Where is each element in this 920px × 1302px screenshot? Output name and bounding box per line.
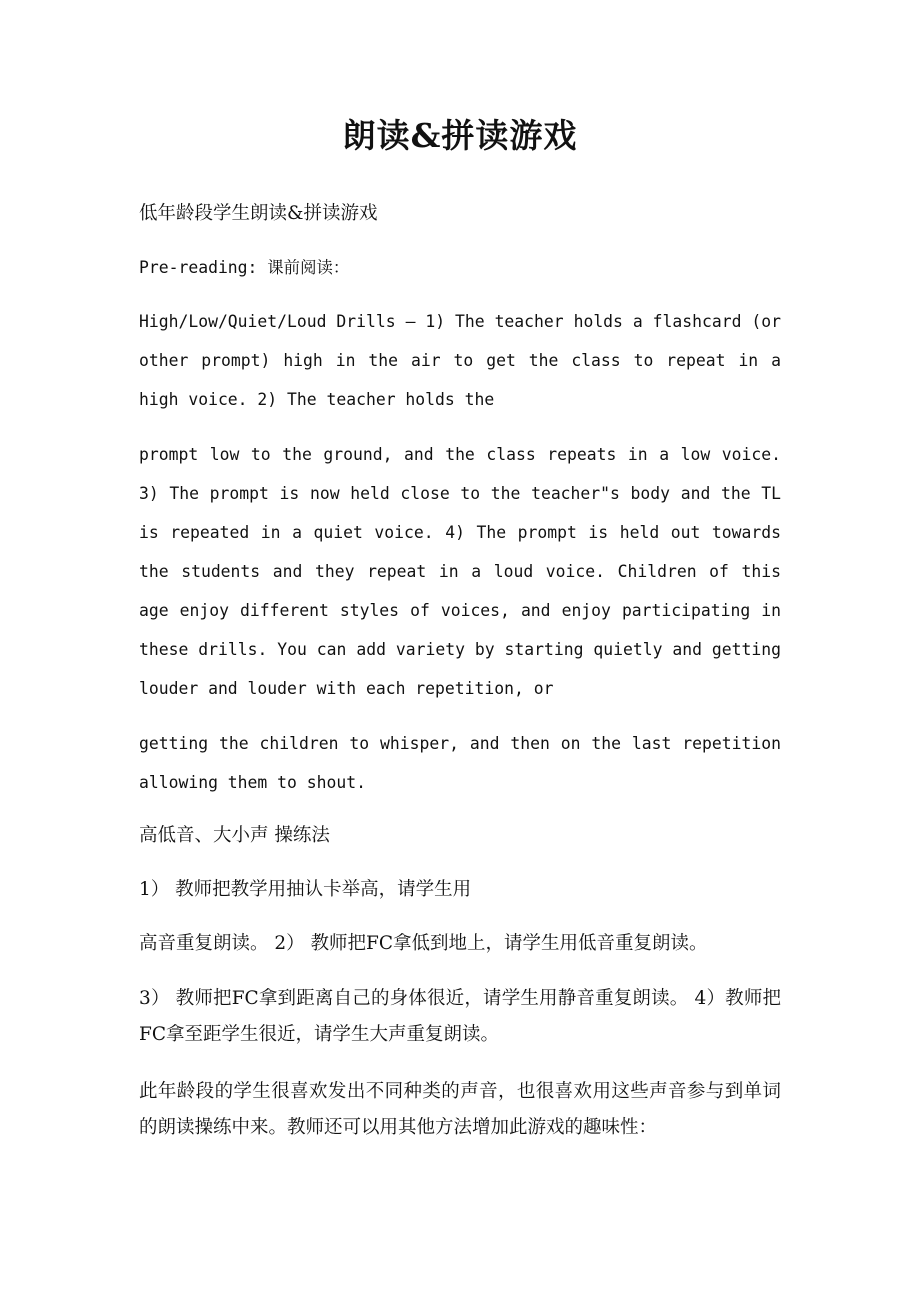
subtitle: 低年龄段学生朗读&拼读游戏 — [139, 203, 378, 224]
prereading-heading: Pre-reading: 课前阅读： — [139, 258, 350, 277]
english-paragraph-3: getting the children to whisper, and then on the last repetition allowing them to shout. — [139, 734, 781, 792]
document-title: 朗读&拼读游戏 — [342, 116, 578, 155]
chinese-paragraph: 此年龄段的学生很喜欢发出不同种类的声音，也很喜欢用这些声音参与到单词的朗读操练中来。教师还可以用其他方法增加此游戏的趣味性： — [139, 1081, 781, 1138]
chinese-heading: 高低音、大小声 操练法 — [139, 825, 330, 846]
chinese-step-1: 1） 教师把教学用抽认卡举高，请学生用 — [139, 879, 472, 900]
english-paragraph-1: High/Low/Quiet/Loud Drills – 1) The teacher holds a flashcard (or other prompt) high in the air to get the class to repeat in a high voice. 2) The teacher holds the — [139, 312, 781, 409]
english-paragraph-2: prompt low to the ground, and the class repeats in a low voice. 3) The prompt is now held close to the teacher"s body and the TL is repeated in a quiet voice. 4) The prompt is held out towards the students and they repeat in a loud voice. Children of this age enjoy different styles of voices, and enjoy participating in these drills. You can add variety by starting quietly and getting louder and louder with each repetition, or — [139, 445, 781, 698]
chinese-step-2: 高音重复朗读。 2） 教师把FC拿低到地上，请学生用低音重复朗读。 — [139, 933, 708, 954]
chinese-step-3: 3） 教师把FC拿到距离自己的身体很近，请学生用静音重复朗读。 4）教师把FC拿至距学生很近，请学生大声重复朗读。 — [139, 988, 781, 1045]
